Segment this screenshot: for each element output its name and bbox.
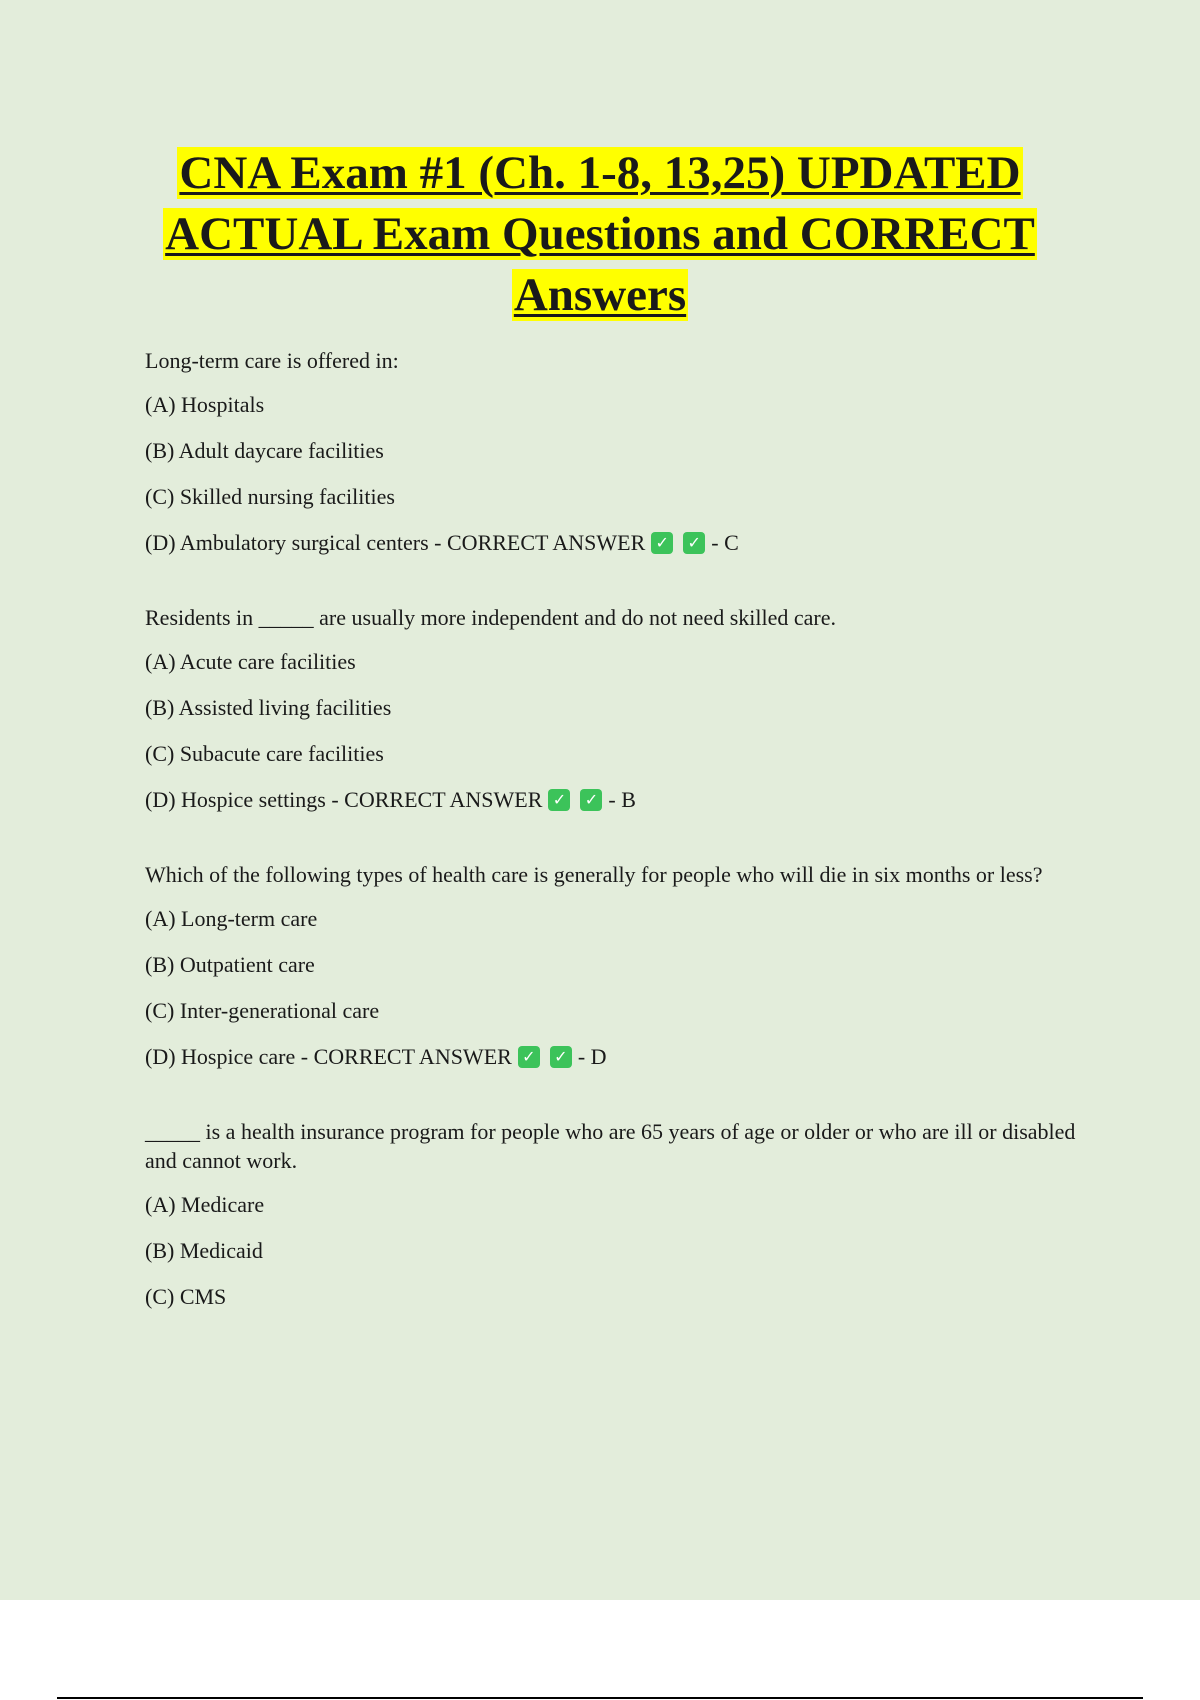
check-box-icon: ✓ [683,532,705,554]
option-c: (C) Skilled nursing facilities [145,484,395,509]
check-box-icon: ✓ [580,789,602,811]
question-4 [145,1117,1085,1311]
question-1 [145,346,1085,557]
check-box-icon: ✓ [518,1046,540,1068]
question-text: Residents in _____ are usually more independent and do not need skilled care. [145,605,836,630]
question-3 [145,860,1085,1071]
question-text: Which of the following types of health care is generally for people who will die in six months or less? [145,862,1043,887]
option-a: (A) Acute care facilities [145,649,356,674]
option-a: (A) Medicare [145,1192,265,1217]
option-a: (A) Long-term care [145,906,318,931]
correct-answer: - C [711,530,739,555]
option-c: (C) Subacute care facilities [145,741,384,766]
document-title [100,143,1100,326]
option-d-with-answer [145,528,1085,557]
question-list [145,346,1085,1357]
option-d-with-answer [145,1042,1085,1071]
check-box-icon: ✓ [550,1046,572,1068]
option-b: (B) Outpatient care [145,952,315,977]
option-b: (B) Assisted living facilities [145,695,392,720]
option-d: (D) Hospice settings - CORRECT ANSWER [145,787,543,812]
option-d-with-answer [145,785,1085,814]
option-c: (C) Inter-generational care [145,998,380,1023]
option-d: (D) Ambulatory surgical centers - CORRECT ANSWER [145,530,646,555]
title-highlight: CNA Exam #1 (Ch. 1-8, 13,25) UPDATED ACTUAL Exam Questions and CORRECT Answers [165,147,1035,321]
option-c: (C) CMS [145,1284,227,1309]
option-b: (B) Adult daycare facilities [145,438,384,463]
option-d: (D) Hospice care - CORRECT ANSWER [145,1044,512,1069]
question-text: _____ is a health insurance program for people who are 65 years of age or older or who are ill or disabled and cannot work. [145,1119,1076,1173]
footer-divider [57,1697,1143,1699]
question-text: Long-term care is offered in: [145,348,399,373]
check-box-icon: ✓ [548,789,570,811]
check-box-icon: ✓ [651,532,673,554]
correct-answer: - B [608,787,636,812]
correct-answer: - D [577,1044,607,1069]
option-b: (B) Medicaid [145,1238,263,1263]
option-a: (A) Hospitals [145,392,265,417]
question-2 [145,603,1085,814]
